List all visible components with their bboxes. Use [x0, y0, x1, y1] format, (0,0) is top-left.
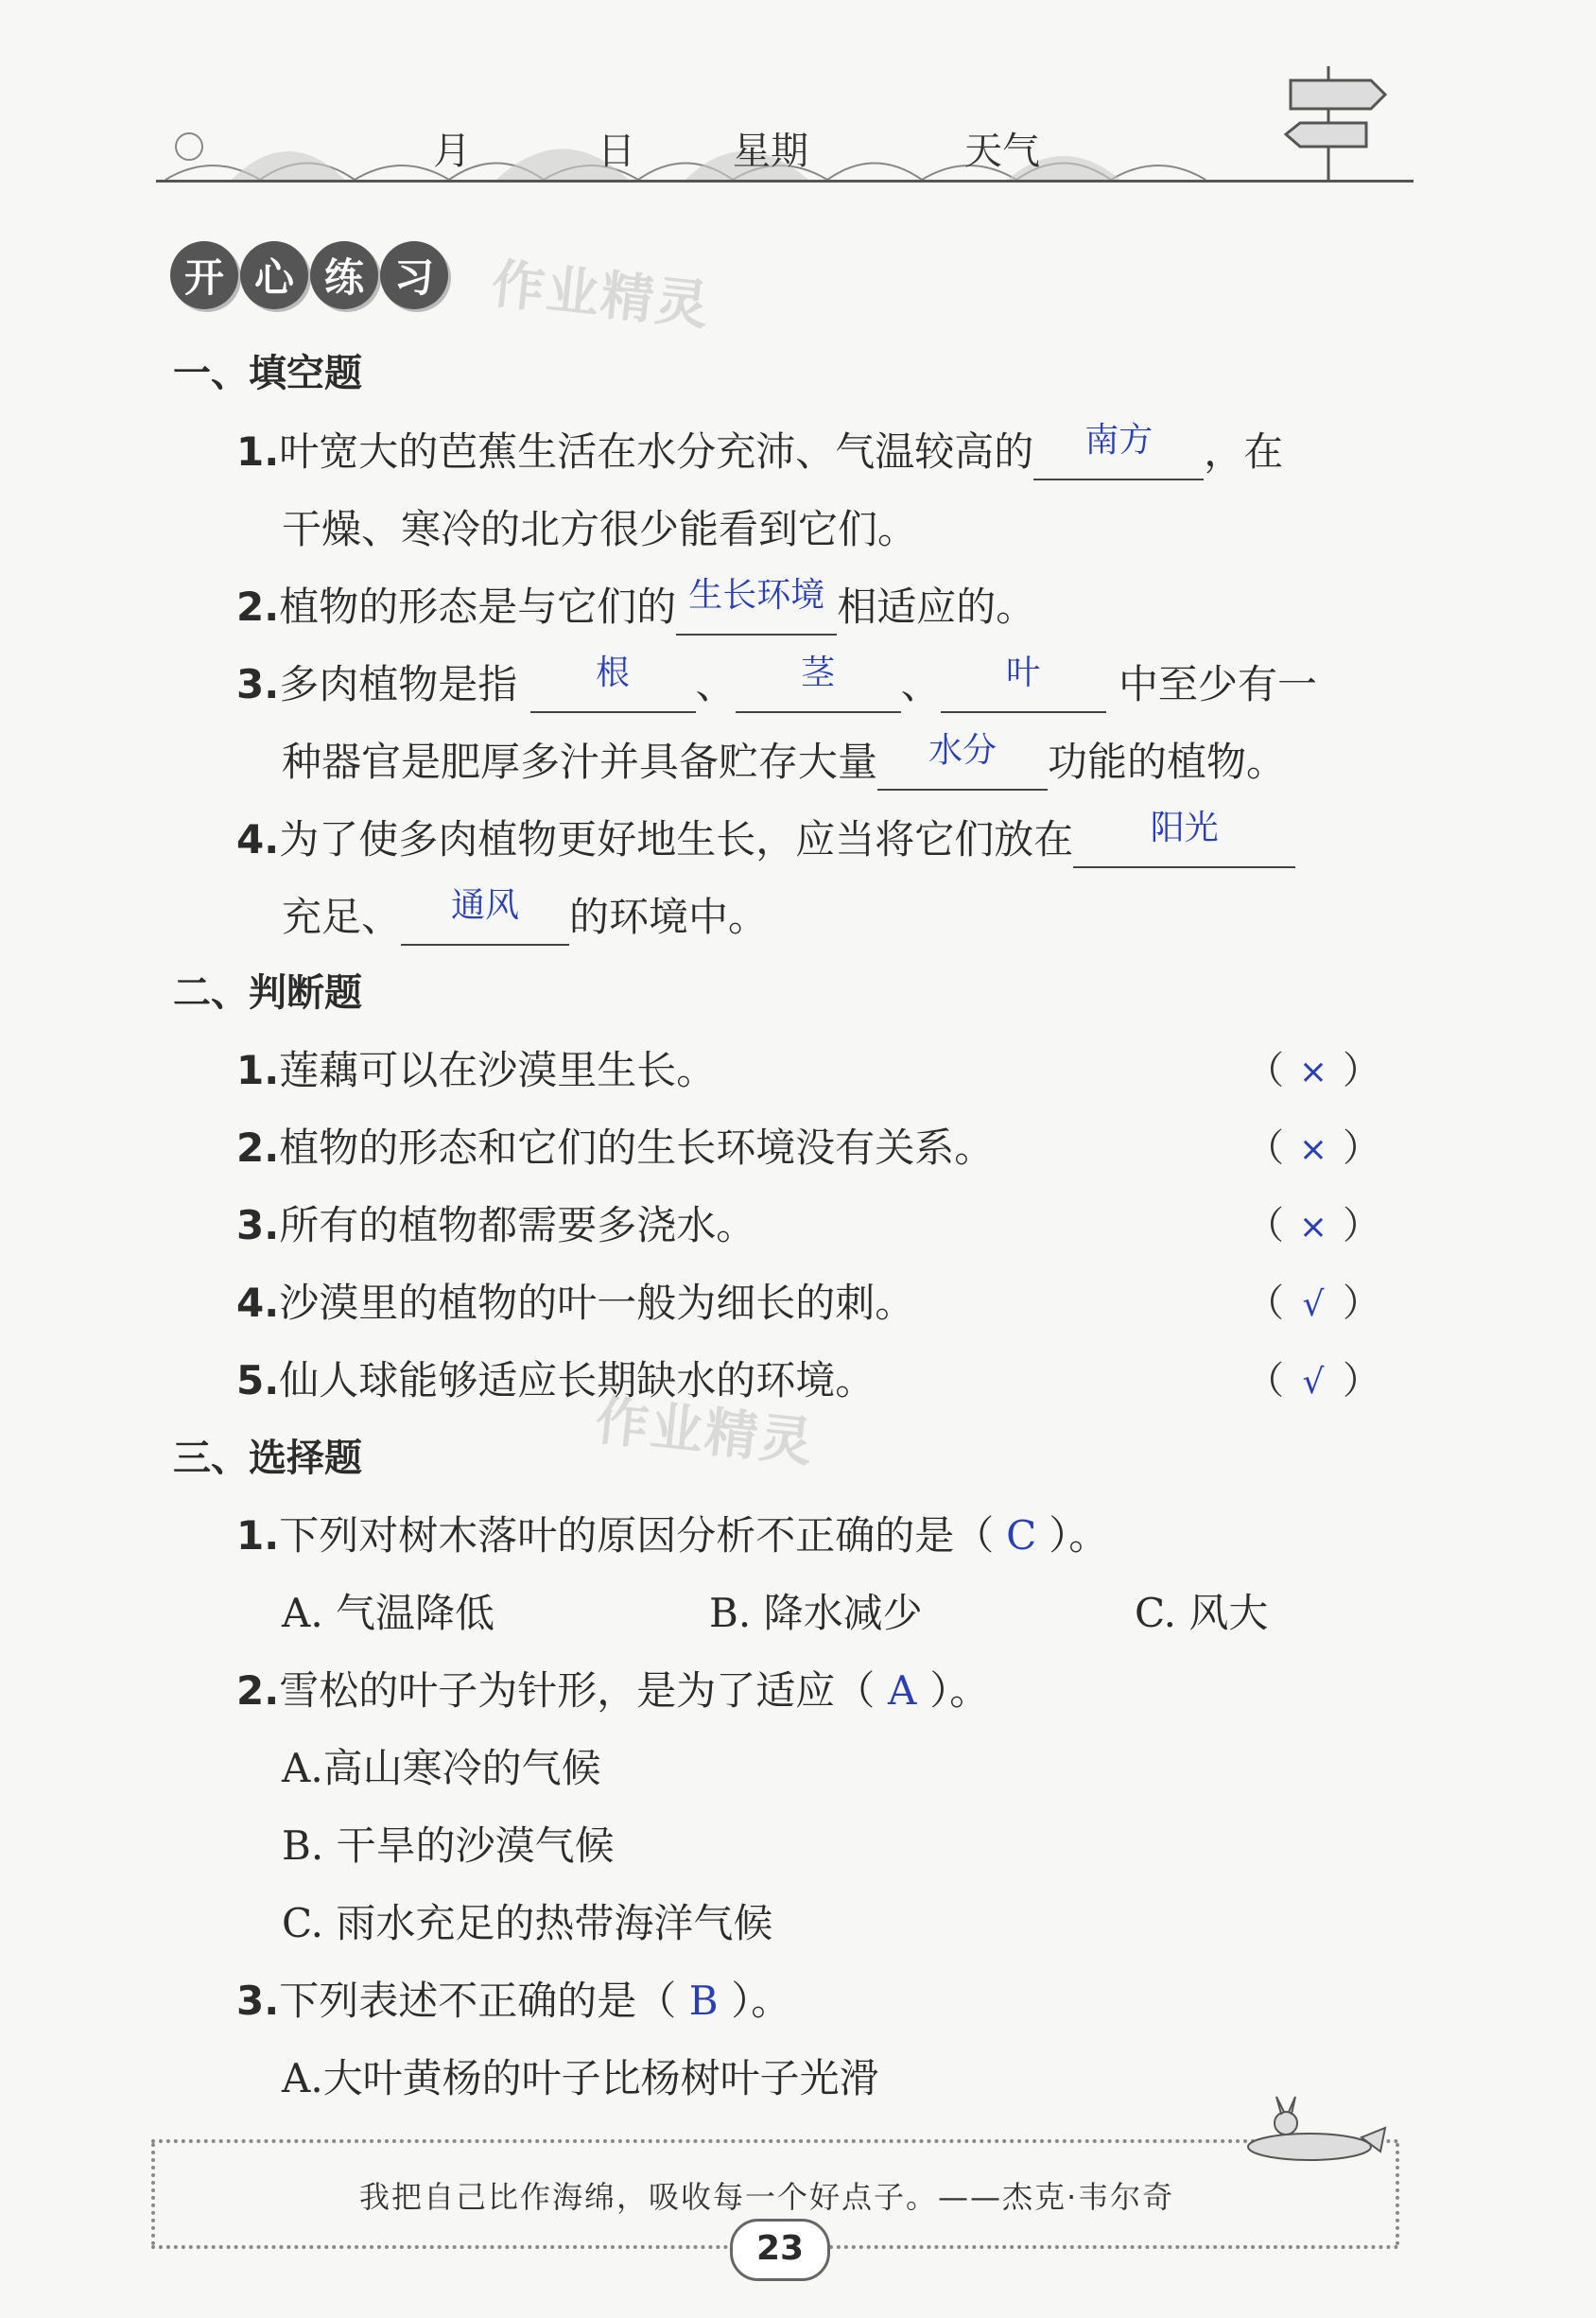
question-number: 2.: [236, 1667, 280, 1714]
question-text: 叶宽大的芭蕉生活在水分充沛、气温较高的: [279, 428, 1034, 475]
question-number: 4.: [236, 816, 280, 863]
answer-text: 叶: [1006, 654, 1041, 692]
choice-answer: B: [688, 1978, 719, 2024]
rabbit-plane-icon: [1229, 2095, 1390, 2170]
badge-char: 开: [170, 241, 238, 309]
question-text: 沙漠里的植物的叶一般为细长的刺。: [279, 1280, 915, 1326]
answer-text: 南方: [1084, 421, 1154, 460]
badge-char: 练: [310, 241, 378, 309]
judge-answer: （ × ）: [1246, 1197, 1380, 1256]
fill-q1-line2: 干燥、寒冷的北方很少能看到它们。: [282, 506, 918, 552]
question-text: 中至少有一: [1118, 661, 1317, 707]
question-text: 相适应的。: [837, 584, 1036, 630]
watermark: 作业精灵: [592, 1390, 818, 1474]
fill-q2: [236, 576, 1036, 636]
question-text: 多肉植物是指: [279, 661, 518, 707]
choice-q2-option-b: B. 干旱的沙漠气候: [282, 1822, 615, 1869]
choice-q1-option-b: B. 降水减少: [709, 1590, 923, 1636]
question-text: 植物的形态和它们的生长环境没有关系。: [279, 1124, 995, 1171]
choice-q2-option-a: A.高山寒冷的气候: [282, 1745, 601, 1791]
answer-text: 水分: [928, 731, 998, 770]
choice-q3-stem: [236, 1973, 790, 2030]
question-text: ，在: [1204, 428, 1284, 475]
question-number: 3.: [236, 661, 280, 707]
section-badge: [170, 241, 448, 317]
fill-q1-line1: [236, 421, 1284, 480]
answer-text: 通风: [451, 886, 520, 925]
choice-q1-option-a: A. 气温降低: [282, 1590, 495, 1636]
choice-answer: A: [888, 1667, 917, 1714]
question-number: 4.: [236, 1280, 280, 1326]
question-text: 下列对树木落叶的原因分析不正确的是（: [279, 1512, 995, 1559]
judge-answer: （ × ）: [1246, 1120, 1380, 1178]
question-number: 1.: [236, 428, 280, 475]
answer-text: 茎: [801, 654, 836, 692]
header-weather-label: 天气: [964, 130, 1040, 173]
question-number: 3.: [236, 1202, 280, 1248]
answer-blank: [401, 886, 569, 946]
judge-answer: （ × ）: [1246, 1042, 1380, 1101]
question-text: 功能的植物。: [1048, 739, 1287, 785]
footer-quote: 我把自己比作海绵，吸收每一个好点子。——杰克·韦尔奇: [359, 2179, 1175, 2215]
judge-item: [236, 1197, 755, 1254]
answer-blank: [1073, 809, 1295, 868]
judge-mark: ×: [1298, 1130, 1328, 1169]
badge-char: 习: [380, 241, 448, 309]
fill-q4-line1: [236, 811, 1295, 868]
answer-text: 根: [596, 654, 631, 692]
separator: 、: [900, 661, 941, 707]
question-number: 2.: [236, 1124, 280, 1171]
judge-item: [236, 1352, 875, 1409]
answer-text: 生长环境: [688, 576, 825, 615]
sun-icon: [176, 133, 202, 160]
question-text: 植物的形态是与它们的: [279, 584, 677, 630]
question-text: 仙人球能够适应长期缺水的环境。: [279, 1357, 876, 1403]
badge-char: 心: [240, 241, 308, 309]
question-text: 的环境中。: [569, 894, 769, 940]
judge-answer: （ √ ）: [1246, 1275, 1380, 1333]
question-number: 1.: [236, 1512, 280, 1559]
question-text: 所有的植物都需要多浇水。: [279, 1202, 756, 1248]
separator: 、: [695, 661, 736, 707]
question-text: ）。: [929, 1667, 990, 1714]
question-text: 莲藕可以在沙漠里生长。: [279, 1047, 717, 1093]
judge-item: [236, 1120, 994, 1176]
question-text: 种器官是肥厚多汁并具备贮存大量: [282, 739, 878, 785]
question-number: 2.: [236, 584, 280, 630]
answer-blank: [530, 654, 696, 713]
answer-text: 阳光: [1150, 809, 1219, 847]
choice-section-title: 三、选择题: [173, 1437, 362, 1480]
judge-item: [236, 1275, 914, 1332]
header-month-label: 月: [433, 130, 471, 173]
question-text: 为了使多肉植物更好地生长，应当将它们放在: [279, 816, 1074, 863]
watermark: 作业精灵: [488, 253, 714, 338]
answer-blank: [941, 654, 1106, 713]
judge-mark: √: [1302, 1363, 1325, 1402]
page-number: 23: [730, 2219, 830, 2281]
fill-q3-line2: [282, 731, 1287, 791]
answer-blank: [736, 654, 901, 713]
header-weekday-label: 星期: [733, 130, 808, 173]
fill-q4-line2: [282, 886, 769, 946]
question-text: 充足、: [282, 894, 402, 940]
signpost-icon: [1286, 66, 1385, 180]
question-text: ）。: [731, 1978, 791, 2024]
choice-q1-stem: [236, 1508, 1108, 1564]
answer-blank: [676, 576, 837, 636]
choice-q2-stem: [236, 1663, 989, 1719]
choice-q3-option-a: A.大叶黄杨的叶子比杨树叶子光滑: [282, 2055, 879, 2101]
choice-answer: C: [1006, 1512, 1037, 1559]
answer-blank: [877, 731, 1048, 791]
header-rule: [156, 180, 1414, 183]
judge-answer: （ √ ）: [1246, 1352, 1380, 1411]
fill-q3-line1: [236, 656, 1317, 713]
question-number: 5.: [236, 1357, 280, 1403]
question-number: 3.: [236, 1978, 280, 2024]
question-text: 下列表述不正确的是（: [279, 1978, 677, 2024]
question-text: 雪松的叶子为针形，是为了适应（: [279, 1667, 876, 1714]
judge-item: [236, 1042, 716, 1099]
question-text: ）。: [1049, 1512, 1109, 1559]
choice-q1-option-c: C. 风大: [1135, 1590, 1269, 1636]
choice-q2-option-c: C. 雨水充足的热带海洋气候: [282, 1900, 773, 1946]
header-day-label: 日: [598, 130, 635, 173]
judge-mark: √: [1302, 1285, 1325, 1324]
judge-mark: ×: [1298, 1053, 1328, 1091]
judge-mark: ×: [1298, 1208, 1328, 1246]
judge-section-title: 二、判断题: [173, 971, 362, 1015]
question-number: 1.: [236, 1047, 280, 1093]
fill-section-title: 一、填空题: [173, 352, 362, 395]
answer-blank: [1033, 421, 1204, 480]
